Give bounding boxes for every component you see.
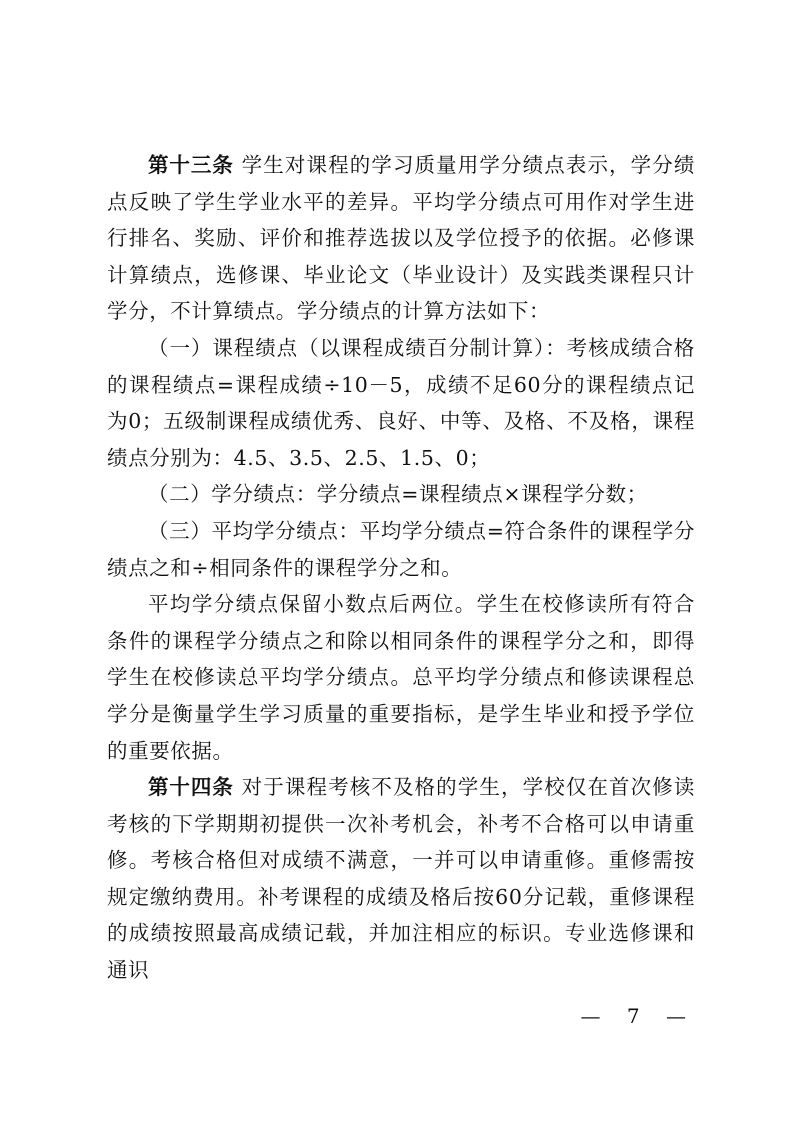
article-14-text: 对于课程考核不及格的学生，学校仅在首次修读考核的下学期期初提供一次补考机会，补考不合格可以申请重修。考核合格但对成绩不满意，一并可以申请重修。重修需按规定缴纳费用。补考课程的成绩及格后按60分记载，重修课程的成绩按照最高成绩记载，并加注相应的标识。专业选修课和通识 xyxy=(107,775,695,983)
page-number: — 7 — xyxy=(580,1004,696,1028)
gpa-rounding-paragraph: 平均学分绩点保留小数点后两位。学生在校修读所有符合条件的课程学分绩点之和除以相同条件的课程学分之和，即得学生在校修读总平均学分绩点。总平均学分绩点和修读课程总学分是衡量学生学习质量的重要指标，是学生毕业和授予学位的重要依据。 xyxy=(107,592,695,763)
item-3-average-gpa: （三）平均学分绩点：平均学分绩点=符合条件的课程学分绩点之和÷相同条件的课程学分之和。 xyxy=(107,518,695,580)
document-body xyxy=(107,147,695,989)
article-13-number: 第十三条 xyxy=(148,153,234,177)
item-2-credit-gpa: （二）学分绩点：学分绩点=课程绩点×课程学分数； xyxy=(148,482,648,507)
article-14-number: 第十四条 xyxy=(148,775,234,800)
item-1-course-gpa: （一）课程绩点（以课程成绩百分制计算）：考核成绩合格的课程绩点=课程成绩÷10－5，成绩不足60分的课程绩点记为0；五级制课程成绩优秀、良好、中等、及格、不及格，课程绩点分别为：4.5、3.5、2.5、1.5、0； xyxy=(107,335,695,470)
article-13-paragraph xyxy=(107,147,695,330)
article-14-paragraph xyxy=(107,769,695,989)
article-13-text: 学生对课程的学习质量用学分绩点表示，学分绩点反映了学生学业水平的差异。平均学分绩点可用作对学生进行排名、奖励、评价和推荐选拔以及学位授予的依据。必修课计算绩点，选修课、毕业论文（毕业设计）及实践类课程只计学分，不计算绩点。学分绩点的计算方法如下： xyxy=(107,153,695,324)
